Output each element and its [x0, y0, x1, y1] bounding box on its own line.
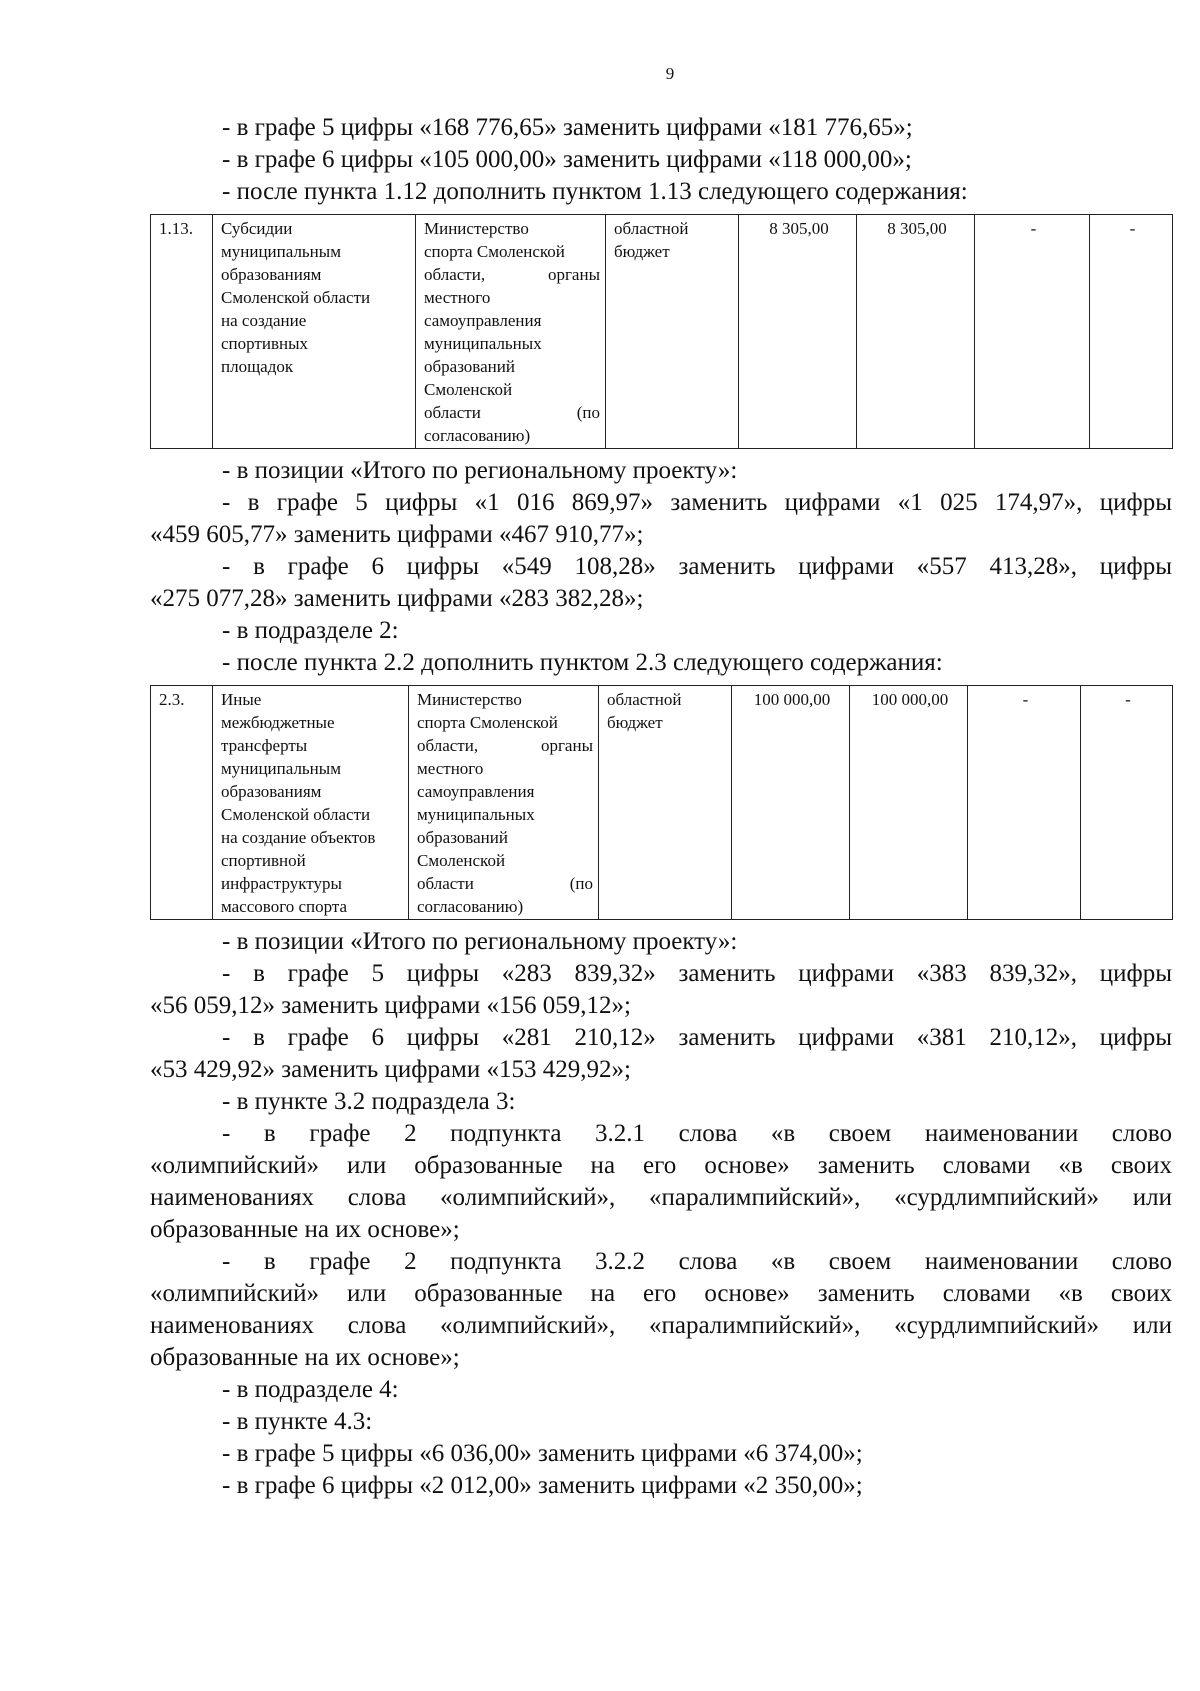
amendment-line: - в графе 2 подпункта 3.2.1 слова «в своем наименовании слово	[222, 1120, 1172, 1147]
amendment-line: - в графе 6 цифры «281 210,12» заменить цифрами «381 210,12», цифры	[222, 1024, 1172, 1051]
table-item-1-13	[150, 214, 1173, 449]
amendment-line: - в подразделе 4:	[222, 1376, 399, 1403]
amendment-line: «459 605,77» заменить цифрами «467 910,77»;	[150, 521, 644, 548]
amendment-line: - после пункта 1.12 дополнить пунктом 1.13 следующего содержания:	[222, 178, 968, 205]
column-5-value: 8 305,00	[739, 215, 857, 449]
amendment-line: - в пункте 4.3:	[222, 1408, 373, 1435]
column-6-value: 100 000,00	[850, 686, 968, 920]
page-number: 9	[665, 64, 675, 83]
funding-source-cell: областной бюджет	[606, 215, 739, 449]
amendment-line: - в подразделе 2:	[222, 617, 399, 644]
table-row	[151, 686, 1173, 920]
amendment-line: - в позиции «Итого по региональному проекту»:	[222, 928, 738, 955]
amendment-line: «олимпийский» или образованные на его основе» заменить словами «в своих	[150, 1152, 1172, 1179]
amendment-line: «275 077,28» заменить цифрами «283 382,28»;	[150, 585, 644, 612]
executor-cell: Министерство спорта Смоленской области, органы местного самоуправления муниципальных образований Смоленской области (по согласованию)	[416, 215, 606, 449]
amendment-line: «53 429,92» заменить цифрами «153 429,92»;	[150, 1056, 631, 1083]
column-7-value: -	[975, 215, 1090, 449]
column-7-value: -	[968, 686, 1081, 920]
column-6-value: 8 305,00	[857, 215, 975, 449]
funding-source-cell: областной бюджет	[599, 686, 732, 920]
item-name-cell: Субсидии муниципальным образованиям Смоленской области на создание спортивных площадок	[213, 215, 416, 449]
document-body	[150, 112, 1172, 1502]
amendment-line: - в позиции «Итого по региональному проекту»:	[222, 457, 738, 484]
executor-cell: Министерство спорта Смоленской области, органы местного самоуправления муниципальных образований Смоленской области (по согласованию)	[409, 686, 599, 920]
amendment-line: наименованиях слова «олимпийский», «паралимпийский», «сурдлимпийский» или	[150, 1312, 1172, 1339]
amendment-line: - в графе 6 цифры «2 012,00» заменить цифрами «2 350,00»;	[222, 1472, 863, 1499]
item-number-cell: 1.13.	[151, 215, 213, 449]
amendment-line: - в графе 6 цифры «549 108,28» заменить цифрами «557 413,28», цифры	[222, 553, 1172, 580]
amendment-line: - после пункта 2.2 дополнить пунктом 2.3 следующего содержания:	[222, 649, 943, 676]
amendment-line: «олимпийский» или образованные на его основе» заменить словами «в своих	[150, 1280, 1172, 1307]
amendment-line: образованные на их основе»;	[150, 1344, 460, 1371]
amendment-line: - в графе 5 цифры «1 016 869,97» заменить цифрами «1 025 174,97», цифры	[222, 489, 1172, 516]
amendment-line: «56 059,12» заменить цифрами «156 059,12»;	[150, 992, 631, 1019]
amendment-line: наименованиях слова «олимпийский», «паралимпийский», «сурдлимпийский» или	[150, 1184, 1172, 1211]
column-8-value: -	[1081, 686, 1173, 920]
amendment-line: образованные на их основе»;	[150, 1216, 460, 1243]
column-5-value: 100 000,00	[732, 686, 850, 920]
amendment-line: - в графе 6 цифры «105 000,00» заменить цифрами «118 000,00»;	[222, 146, 912, 173]
amendment-line: - в графе 5 цифры «283 839,32» заменить цифрами «383 839,32», цифры	[222, 960, 1172, 987]
table-row	[151, 215, 1173, 449]
amendment-line: - в графе 5 цифры «6 036,00» заменить цифрами «6 374,00»;	[222, 1440, 863, 1467]
amendment-line: - в пункте 3.2 подраздела 3:	[222, 1088, 516, 1115]
amendment-line: - в графе 5 цифры «168 776,65» заменить цифрами «181 776,65»;	[222, 114, 913, 141]
item-number-cell: 2.3.	[151, 686, 213, 920]
column-8-value: -	[1090, 215, 1173, 449]
item-name-cell: Иные межбюджетные трансферты муниципальным образованиям Смоленской области на создание объектов спортивной инфраструктуры массового спорта	[213, 686, 409, 920]
amendment-line: - в графе 2 подпункта 3.2.2 слова «в своем наименовании слово	[222, 1248, 1172, 1275]
table-item-2-3	[150, 685, 1173, 920]
